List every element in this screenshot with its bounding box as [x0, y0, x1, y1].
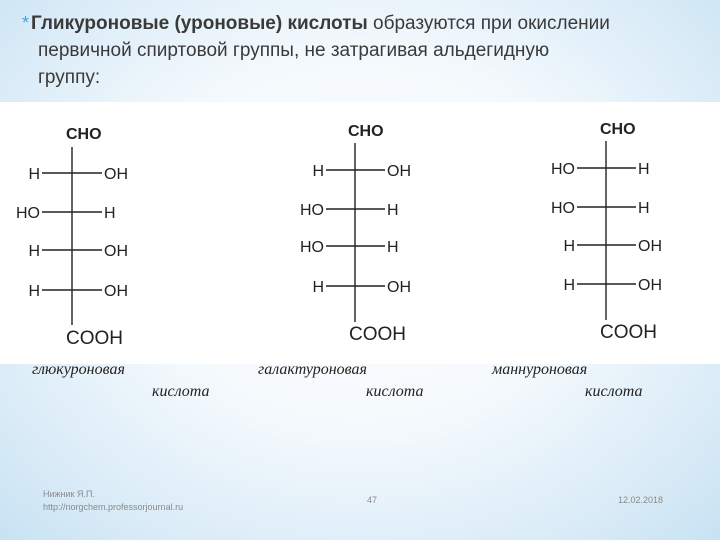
- footer-url: http://norgchem.professorjournal.ru: [43, 502, 184, 512]
- mol1-row2-left: HO: [16, 205, 40, 222]
- caption-galacturonic-2: кислота: [366, 383, 424, 400]
- mol2-row1-right: OH: [387, 163, 411, 180]
- mol3-row2-right: H: [638, 200, 650, 217]
- title-line-2: первичной спиртовой группы, не затрагивая альдегидную: [38, 40, 550, 61]
- caption-mannuronic-2: кислота: [585, 383, 643, 400]
- mol1-row1-right: OH: [104, 166, 128, 183]
- mol1-row2-right: H: [104, 205, 116, 222]
- mol1-bottom-group: COOH: [66, 328, 123, 349]
- footer-author-block: [43, 488, 183, 514]
- footer-author: Нижник Я.П.: [43, 489, 95, 499]
- mol2-row1-left: H: [312, 163, 324, 180]
- caption-glucuronic-1: глюкуроновая: [32, 361, 125, 378]
- bullet-asterisk: *: [22, 13, 30, 33]
- mol1-row4-left: H: [28, 283, 40, 300]
- mol1-row3-right: OH: [104, 243, 128, 260]
- mol3-bottom-group: COOH: [600, 322, 657, 343]
- mol2-row2-right: H: [387, 202, 399, 219]
- caption-galacturonic-1: галактуроновая: [258, 361, 367, 378]
- footer-page-number: 47: [367, 495, 378, 505]
- caption-glucuronic-2: кислота: [152, 383, 210, 400]
- mol3-row2-left: HO: [551, 200, 575, 217]
- mol2-row4-left: H: [312, 279, 324, 296]
- title-rest: образуются при окислении: [367, 13, 610, 34]
- molecule-glucuronic: [16, 126, 128, 349]
- mol2-row4-right: OH: [387, 279, 411, 296]
- title-line-3: группу:: [38, 67, 101, 88]
- mol2-row3-right: H: [387, 239, 399, 256]
- caption-mannuronic-1: маннуроновая: [492, 361, 588, 378]
- mol3-row4-right: OH: [638, 277, 662, 294]
- mol3-top-group: CHO: [600, 121, 636, 138]
- mol2-bottom-group: COOH: [349, 324, 406, 345]
- mol3-row3-right: OH: [638, 238, 662, 255]
- mol1-top-group: CHO: [66, 126, 102, 143]
- mol3-row3-left: H: [563, 238, 575, 255]
- mol2-row2-left: HO: [300, 202, 324, 219]
- mol3-row1-right: H: [638, 161, 650, 178]
- molecule-mannuronic: [551, 121, 662, 343]
- molecule-galacturonic: [300, 123, 411, 345]
- mol3-row1-left: HO: [551, 161, 575, 178]
- mol1-row3-left: H: [28, 243, 40, 260]
- title-bold-term: Гликуроновые (уроновые) кислоты: [31, 13, 368, 34]
- mol2-top-group: CHO: [348, 123, 384, 140]
- mol2-row3-left: HO: [300, 239, 324, 256]
- mol3-row4-left: H: [563, 277, 575, 294]
- footer-date: 12.02.2018: [618, 495, 664, 505]
- mol1-row1-left: H: [28, 166, 40, 183]
- mol1-row4-right: OH: [104, 283, 128, 300]
